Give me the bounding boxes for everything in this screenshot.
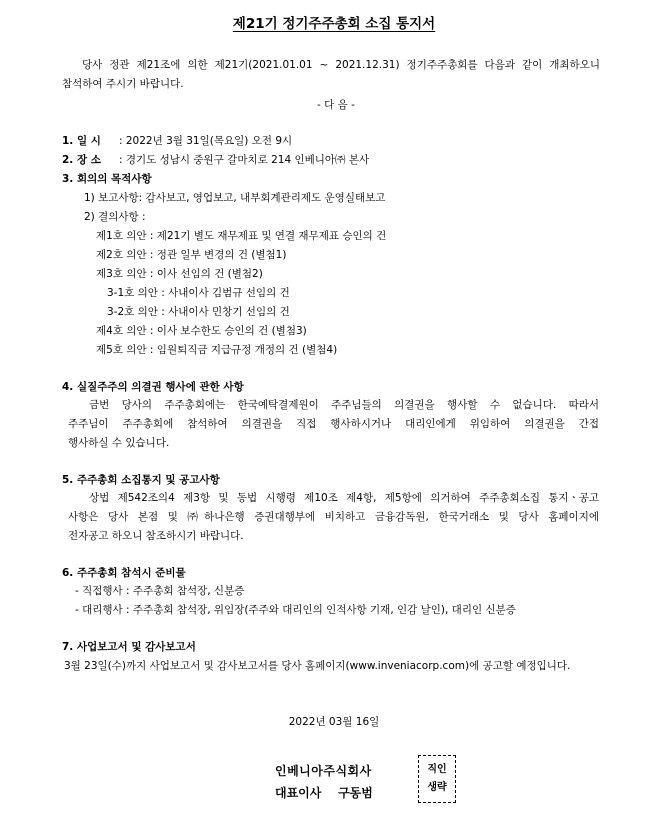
sec5-line: 사항은 당사 본점 및 ㈜하나은행 증권대행부에 비치하고 금융감독원, 한국거래소 및 당사 홈페이지에 — [68, 511, 599, 523]
sec2-label: 2. 장 소 — [62, 154, 101, 166]
sec5-heading: 5. 주주총회 소집통지 및 공고사항 — [62, 474, 220, 486]
notice-date: 2022년 03월 16일 — [288, 716, 380, 728]
ceo-name: 대표이사 구동범 — [275, 786, 373, 800]
sec6-item: - 직접행사 : 주주총회 참석장, 신분증 — [75, 585, 245, 597]
sec7-line: 3월 23일(수)까지 사업보고서 및 감사보고서를 당사 홈페이지(www.inveniacorp.com)에 공고할 예정입니다. — [64, 660, 571, 672]
sec4-heading: 4. 실질주주의 의결권 행사에 관한 사항 — [62, 381, 244, 393]
sec5-line: 상법 제542조의4 제3항 및 동법 시행령 제10조 제4항, 제5항에 의거하여 주주총회소집 통지ㆍ공고 — [89, 492, 599, 504]
sec3-heading: 3. 회의의 목적사항 — [62, 173, 152, 185]
agenda-item: 제1호 의안 : 제21기 별도 재무제표 및 연결 재무제표 승인의 건 — [96, 230, 387, 242]
agenda-item: 제5호 의안 : 임원퇴직금 지급규정 개정의 건 (별첨4) — [96, 344, 338, 356]
company-name: 인베니아주식회사 — [275, 764, 372, 778]
agenda-item: 3-1호 의안 : 사내이사 김범규 선임의 건 — [107, 287, 290, 299]
agenda-item: 3-2호 의안 : 사내이사 민창기 선임의 건 — [107, 306, 290, 318]
stamp-line-1: 직인 — [427, 764, 447, 775]
agenda-item: 제2호 의안 : 정관 일부 변경의 건 (별첨1) — [96, 249, 287, 261]
seal-omitted-stamp — [418, 755, 456, 803]
sec4-line: 주주님이 주주총회에 참석하여 의결권을 직접 행사하시거나 대리인에게 위임하여 의결권을 간접 — [68, 418, 599, 430]
agenda-item: 제4호 의안 : 이사 보수한도 승인의 건 (별첨3) — [96, 325, 307, 337]
sec1-value: : 2022년 3월 31일(목요일) 오전 9시 — [119, 135, 293, 147]
sec4-line: 행사하실 수 있습니다. — [68, 437, 170, 449]
sec1-label: 1. 일 시 — [62, 135, 101, 147]
sec3-report: 1) 보고사항: 감사보고, 영업보고, 내부회계관리제도 운영실태보고 — [84, 192, 386, 204]
agenda-item: 제3호 의안 : 이사 선임의 건 (별첨2) — [96, 268, 263, 280]
sec2-value: : 경기도 성남시 중원구 갈마치로 214 인베니아㈜ 본사 — [119, 154, 370, 166]
sec6-item: - 대리행사 : 주주총회 참석장, 위임장(주주와 대리인의 인적사항 기재, 인감 날인), 대리인 신분증 — [75, 604, 516, 616]
intro-line-2: 참석하여 주시기 바랍니다. — [62, 78, 184, 90]
document-title: 제21기 정기주주총회 소집 통지서 — [232, 16, 436, 32]
sec6-heading: 6. 주주총회 참석시 준비물 — [62, 567, 186, 579]
sec3-resolution: 2) 결의사항 : — [84, 211, 146, 223]
sec7-heading: 7. 사업보고서 및 감사보고서 — [62, 641, 196, 653]
daum-heading: - 다 음 - — [317, 99, 355, 111]
intro-line-1: 당사 정관 제21조에 의한 제21기(2021.01.01 ~ 2021.12.31) 정기주주총회를 다음과 같이 개최하오니 — [82, 59, 600, 71]
stamp-line-2: 생략 — [427, 782, 447, 793]
sec4-line: 금번 당사의 주주총회에는 한국예탁결제원이 주주님들의 의결권을 행사할 수 없습니다. 따라서 — [89, 399, 599, 411]
sec5-line: 전자공고 하오니 참조하시기 바랍니다. — [68, 530, 244, 542]
